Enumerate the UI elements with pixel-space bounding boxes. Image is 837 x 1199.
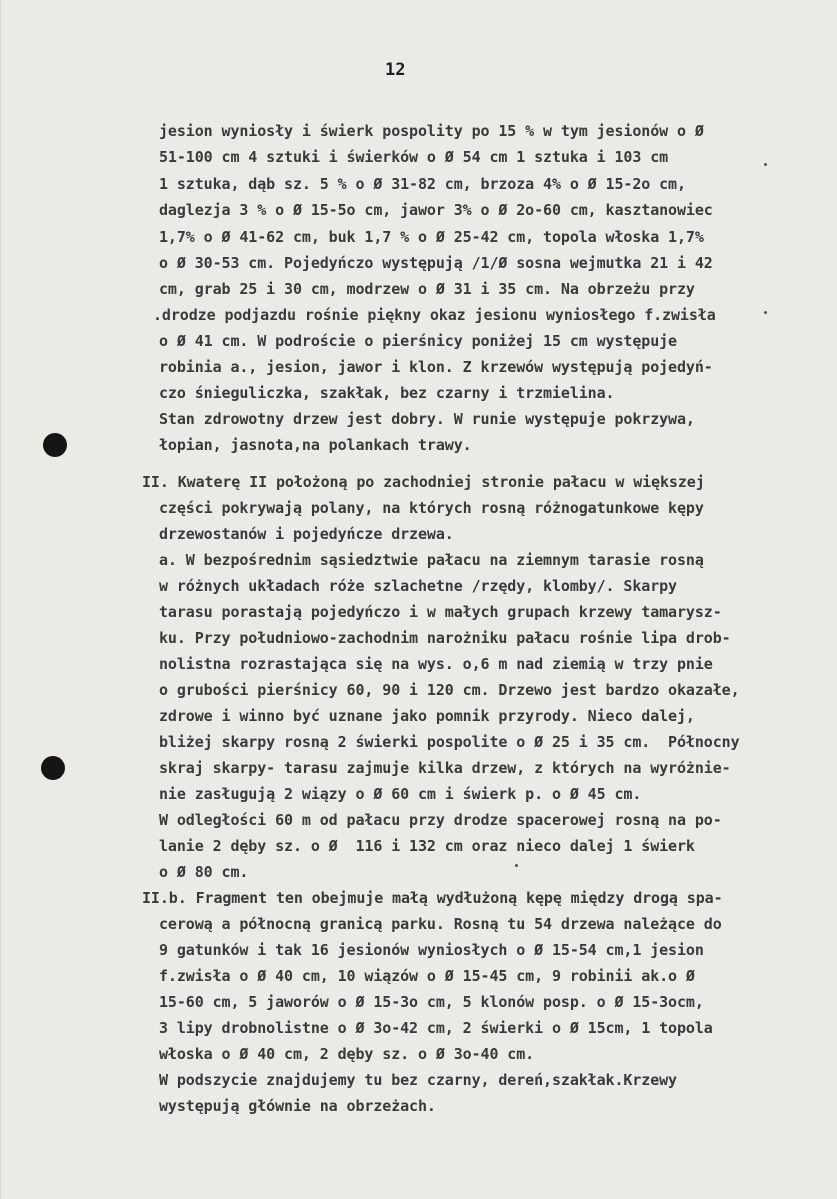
text-line: 51-100 cm 4 sztuki i świerków o Ø 54 cm 1 sztuka i 103 cm: [159, 148, 669, 166]
text-line: o Ø 80 cm.: [159, 863, 249, 881]
text-line: o Ø 41 cm. W podroście o pierśnicy poniżej 15 cm występuje: [159, 332, 677, 350]
text-line: f.zwisła o Ø 40 cm, 10 wiązów o Ø 15-45 cm, 9 robinii ak.o Ø: [159, 967, 695, 985]
text-line: .drodze podjazdu rośnie piękny okaz jesionu wyniosłego f.zwisła: [153, 306, 716, 324]
text-line: 1,7% o Ø 41-62 cm, buk 1,7 % o Ø 25-42 cm, topola włoska 1,7%: [159, 228, 704, 246]
text-line: 15-60 cm, 5 jaworów o Ø 15-3o cm, 5 klonów posp. o Ø 15-3ocm,: [159, 993, 704, 1011]
text-line: części pokrywają polany, na których rosną różnogatunkowe kępy: [159, 499, 704, 517]
text-line: cerową a północną granicą parku. Rosną tu 54 drzewa należące do: [159, 915, 722, 933]
text-line: 3 lipy drobnolistne o Ø 3o-42 cm, 2 świerki o Ø 15cm, 1 topola: [159, 1019, 713, 1037]
text-line: nie zasługują 2 wiązy o Ø 60 cm i świerk p. o Ø 45 cm.: [159, 785, 642, 803]
text-line: daglezja 3 % o Ø 15-5o cm, jawor 3% o Ø 2o-60 cm, kasztanowiec: [159, 201, 713, 219]
text-line: czo śnieguliczka, szakłak, bez czarny i trzmielina.: [159, 384, 615, 402]
text-line: Stan zdrowotny drzew jest dobry. W runie występuje pokrzywa,: [159, 410, 695, 428]
text-line: o grubości pierśnicy 60, 90 i 120 cm. Drzewo jest bardzo okazałe,: [159, 681, 740, 699]
punch-hole-top: [43, 433, 67, 457]
text-line: cm, grab 25 i 30 cm, modrzew o Ø 31 i 35 cm. Na obrzeżu przy: [159, 280, 695, 298]
text-line: 9 gatunków i tak 16 jesionów wyniosłych o Ø 15-54 cm,1 jesion: [159, 941, 704, 959]
punch-hole-bottom: [41, 756, 65, 780]
text-line: robinia a., jesion, jawor i klon. Z krzewów występują pojedyń-: [159, 358, 713, 376]
text-line: ku. Przy południowo-zachodnim narożniku pałacu rośnie lipa drob-: [159, 629, 731, 647]
text-line: tarasu porastają pojedyńczo i w małych grupach krzewy tamarysz-: [159, 603, 722, 621]
text-line: II. Kwaterę II położoną po zachodniej stronie pałacu w większej: [142, 473, 705, 491]
paper-speck: [764, 311, 767, 314]
paper-speck: [515, 864, 518, 867]
text-line: skraj skarpy- tarasu zajmuje kilka drzew, z których na wyróżnie-: [159, 759, 731, 777]
text-line: II.b. Fragment ten obejmuje małą wydłużoną kępę między drogą spa-: [142, 889, 723, 907]
paper-speck: [764, 163, 767, 166]
text-line: a. W bezpośrednim sąsiedztwie pałacu na ziemnym tarasie rosną: [159, 551, 704, 569]
text-line: występują głównie na obrzeżach.: [159, 1097, 436, 1115]
text-line: włoska o Ø 40 cm, 2 dęby sz. o Ø 3o-40 cm.: [159, 1045, 535, 1063]
text-line: W odległości 60 m od pałacu przy drodze spacerowej rosną na po-: [159, 811, 722, 829]
text-line: nolistna rozrastająca się na wys. o,6 m nad ziemią w trzy pnie: [159, 655, 713, 673]
text-line: drzewostanów i pojedyńcze drzewa.: [159, 525, 454, 543]
text-line: W podszycie znajdujemy tu bez czarny, dereń,szakłak.Krzewy: [159, 1071, 677, 1089]
text-line: o Ø 30-53 cm. Pojedyńczo występują /1/Ø sosna wejmutka 21 i 42: [159, 254, 713, 272]
text-line: zdrowe i winno być uznane jako pomnik przyrody. Nieco dalej,: [159, 707, 695, 725]
text-line: 1 sztuka, dąb sz. 5 % o Ø 31-82 cm, brzoza 4% o Ø 15-2o cm,: [159, 175, 686, 193]
text-line: lanie 2 dęby sz. o Ø 116 i 132 cm oraz nieco dalej 1 świerk: [159, 837, 695, 855]
text-line: łopian, jasnota,na polankach trawy.: [159, 436, 472, 454]
text-line: bliżej skarpy rosną 2 świerki pospolite o Ø 25 i 35 cm. Północny: [159, 733, 740, 751]
text-line: w różnych układach róże szlachetne /rzędy, klomby/. Skarpy: [159, 577, 677, 595]
text-line: jesion wyniosły i świerk pospolity po 15 % w tym jesionów o Ø: [159, 122, 704, 140]
page-number: 12: [385, 60, 406, 80]
